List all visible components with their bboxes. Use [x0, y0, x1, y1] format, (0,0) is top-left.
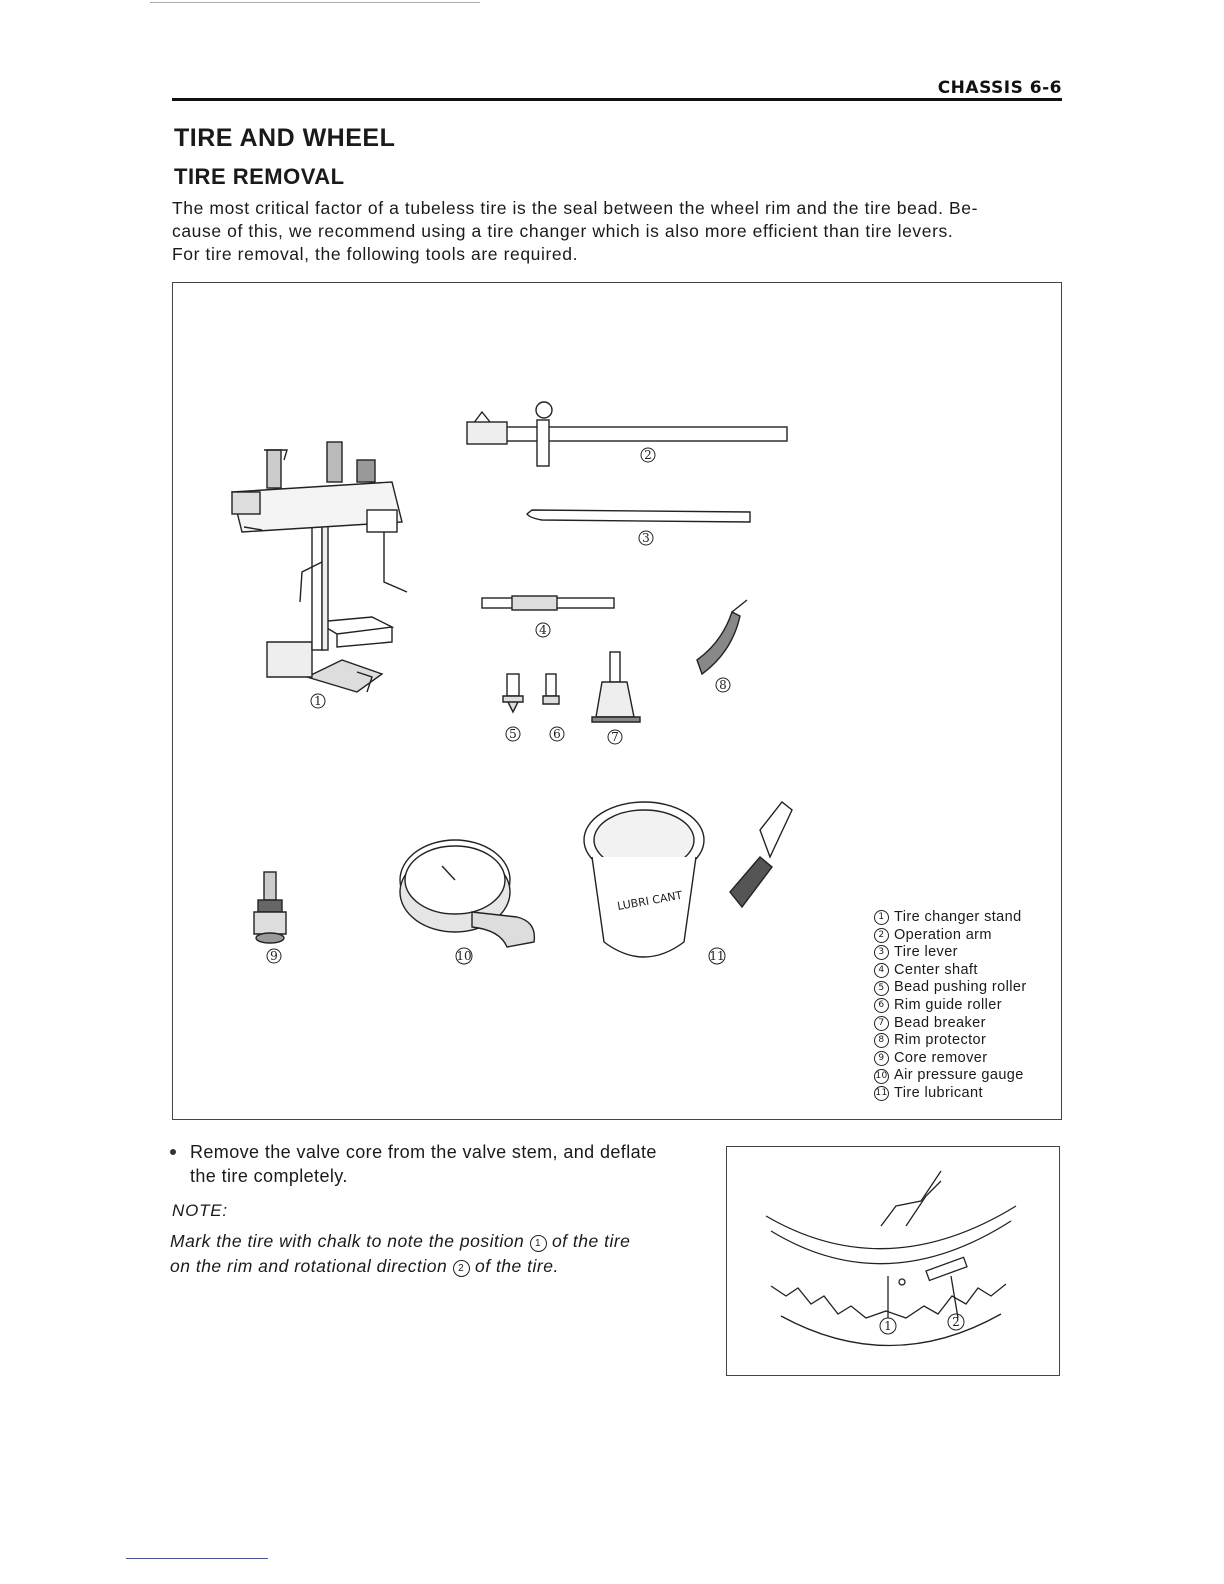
svg-text:10: 10 [456, 949, 472, 963]
callout-8 [716, 678, 730, 692]
tire-changer-stand-drawing [232, 442, 407, 692]
svg-text:3: 3 [642, 531, 650, 545]
rim-protector-drawing [697, 600, 747, 674]
footer-rule [126, 1558, 268, 1559]
step-bullet [170, 1140, 710, 1188]
header-rule [172, 98, 1062, 101]
legend-item: 10 Air pressure gauge [875, 1067, 1024, 1084]
legend-item: 6 Rim guide roller [874, 997, 1027, 1015]
bead-roller-drawing [503, 674, 523, 712]
bullet-line: the tire completely. [190, 1166, 348, 1186]
intro-paragraph [172, 197, 1072, 266]
legend-item: 3 Tire lever [874, 944, 1027, 962]
intro-line: cause of this, we recommend using a tire changer which is also more efficient than tire levers. [172, 221, 954, 241]
callout-4 [536, 623, 550, 637]
page-header-label: CHASSIS 6-6 [937, 78, 1062, 98]
svg-text:11: 11 [709, 949, 725, 963]
callout-6 [550, 727, 564, 741]
svg-text:2: 2 [952, 1315, 960, 1329]
legend-item: 4 Center shaft [874, 962, 1027, 980]
legend-item: 5 Bead pushing roller [874, 979, 1027, 997]
svg-text:6: 6 [553, 727, 561, 741]
intro-line: For tire removal, the following tools are required. [172, 244, 579, 264]
scan-edge-rule [150, 2, 480, 3]
subsection-title: TIRE REMOVAL [174, 164, 345, 189]
tools-legend [874, 909, 1027, 1103]
section-title: TIRE AND WHEEL [174, 124, 396, 152]
valve-illustration [726, 1146, 1060, 1376]
bullet-dot [170, 1149, 176, 1155]
callout-11 [709, 948, 725, 964]
svg-text:7: 7 [611, 730, 619, 744]
legend-item: 8 Rim protector [874, 1032, 1027, 1050]
valve-callout-2 [948, 1314, 964, 1330]
valve-callout-1 [880, 1318, 896, 1334]
svg-text:1: 1 [884, 1319, 892, 1333]
note-callout-1: 1 [530, 1235, 547, 1252]
callout-9 [267, 949, 281, 963]
note-label: NOTE: [172, 1201, 228, 1220]
svg-text:4: 4 [539, 623, 547, 637]
callout-2 [641, 448, 655, 462]
svg-text:2: 2 [644, 448, 652, 462]
callout-1 [311, 694, 325, 708]
tire-lever-drawing [527, 510, 750, 522]
legend-item: 11 Tire lubricant [875, 1084, 983, 1101]
svg-text:9: 9 [270, 949, 278, 963]
bead-breaker-drawing [592, 652, 640, 722]
svg-text:5: 5 [509, 727, 517, 741]
callout-10 [456, 948, 472, 964]
note-text: Mark the tire with chalk to note the position 1 of the tire on the rim and rotational direction 2 of the tire. [170, 1231, 631, 1276]
core-remover-drawing [254, 872, 286, 943]
bullet-line: Remove the valve core from the valve stem, and deflate [190, 1142, 657, 1162]
rim-roller-drawing [543, 674, 559, 704]
callout-7 [608, 730, 622, 744]
legend-item: 2 Operation arm [874, 927, 1027, 945]
legend-item: 7 Bead breaker [874, 1015, 1027, 1033]
intro-line: The most critical factor of a tubeless tire is the seal between the wheel rim and the tire bead. Be- [172, 198, 979, 218]
note-callout-2: 2 [453, 1260, 470, 1277]
air-pressure-gauge-drawing [400, 840, 534, 947]
svg-text:1: 1 [314, 694, 322, 708]
legend-item: 1 Tire changer stand [874, 909, 1027, 927]
svg-text:8: 8 [719, 678, 727, 692]
callout-3 [639, 531, 653, 545]
operation-arm-drawing [467, 402, 787, 466]
callout-5 [506, 727, 520, 741]
tire-lubricant-drawing [584, 802, 792, 957]
legend-item: 9 Core remover [874, 1050, 1027, 1068]
center-shaft-drawing [482, 596, 614, 610]
lubricant-can-label: LUBRI CANT [616, 888, 684, 913]
